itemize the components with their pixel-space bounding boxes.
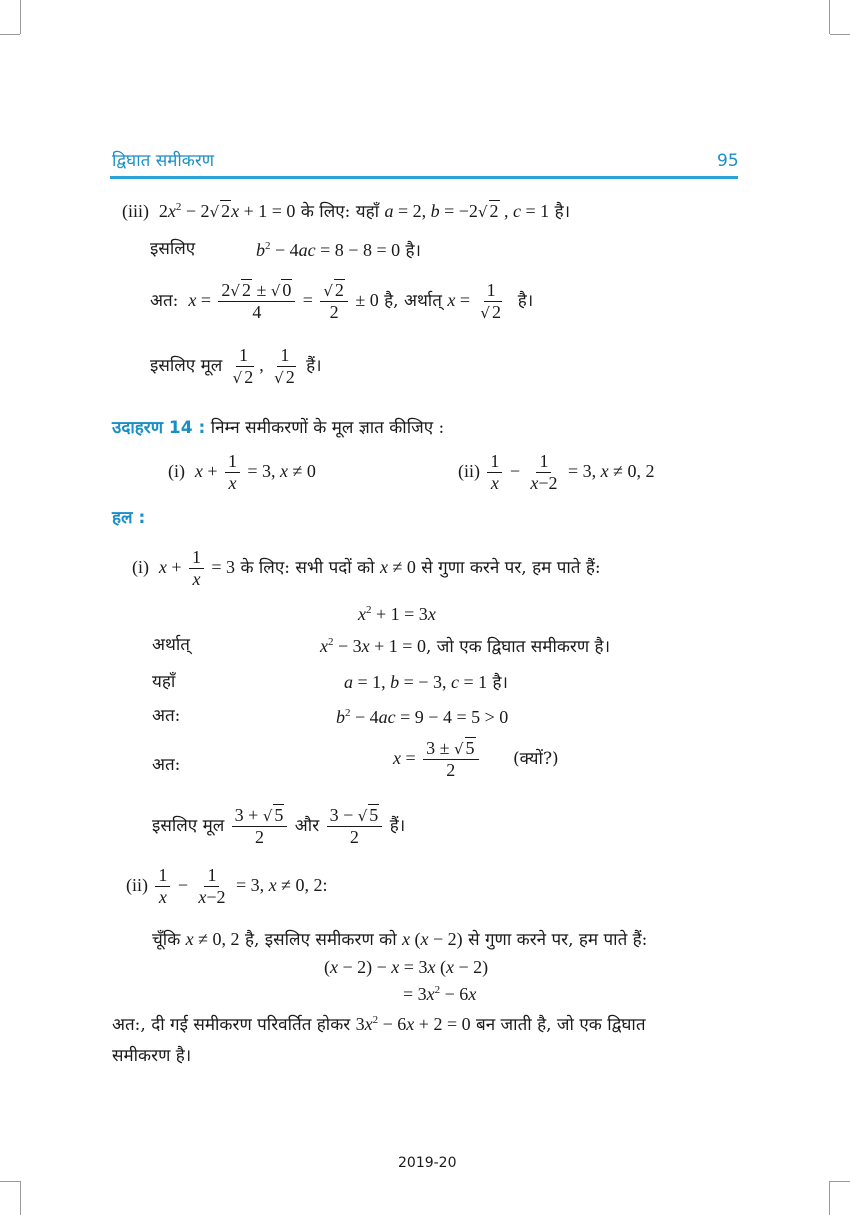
discriminant-line: $b^2 - 4ac = 9 - 4 = 5 > 0$ xyxy=(336,707,509,727)
page-number: 95 xyxy=(717,151,739,171)
crop-mark xyxy=(830,1181,850,1182)
example-q1: (i) x + $\frac{1}{x}$ = 3, x ≠ 0 xyxy=(168,451,316,493)
part3-solution-line: अत: x = $\frac{2√ 2 \pm √ 0}{4}$ = $\frac{√ 2}{2}$ ± 0 है, अर्थात् x = $\frac{1}{√ 2}$ है। xyxy=(150,280,534,322)
example-q2: (ii) $\frac{1}{x}$ − $\frac{1}{x-2}$ = 3, x ≠ 0, 2 xyxy=(458,451,655,493)
ata-label-2: अत: xyxy=(152,755,181,775)
coefficients-line: a = 1, b = − 3, c = 1 है। xyxy=(344,672,509,693)
part2-equation-1: (x − 2) − x = 3x (x − 2) xyxy=(324,957,489,977)
part3-mid-text: है, अर्थात् xyxy=(384,290,442,311)
solution-part2-line: (ii) $\frac{1}{x}$ − $\frac{1}{x-2}$ = 3, x ≠ 0, 2: xyxy=(126,865,328,907)
crop-mark xyxy=(20,0,21,34)
crop-mark xyxy=(20,1181,21,1215)
quadratic-line: $x^2 - 3x + 1 = 0$, जो एक द्विघात समीकरण है। xyxy=(320,636,611,657)
chapter-title: द्विघात समीकरण xyxy=(112,151,215,171)
part3-label: (iii) xyxy=(122,201,149,221)
conclusion-line-2: समीकरण है। xyxy=(112,1046,192,1066)
part3-end-text: है। xyxy=(517,290,534,311)
example-instruction: निम्न समीकरणों के मूल ज्ञात कीजिए : xyxy=(210,418,445,438)
root-formula-line: x = $\frac{3 \pm √ 5}{2}$ (क्यों?) xyxy=(393,738,559,780)
arthat-label: अर्थात् xyxy=(152,635,190,655)
part2-multiply-line: चूँकि x ≠ 0, 2 है, इसलिए समीकरण को x (x − 2) से गुणा करने पर, हम पाते हैं: xyxy=(152,929,648,950)
why-note: (क्यों?) xyxy=(512,748,559,769)
yahan-label: यहाँ xyxy=(152,672,176,692)
solution-roots-line: इसलिए मूल $\frac{3 + √ 5}{2}$ और $\frac{3 - √ 5}{2}$ हैं। xyxy=(152,805,406,847)
crop-mark xyxy=(0,1181,20,1182)
header-rule xyxy=(110,176,738,179)
part2-equation-2: = $3x^2 - 6x$ xyxy=(403,984,477,1004)
part3-therefore: इसलिए xyxy=(150,239,196,259)
part3-equation-line: (iii) $2x^2 - 2√$ 2x + 1 = 0 के लिए: यहाँ a = 2, b = −2√ 2 , c = 1 है। xyxy=(122,201,571,222)
part3-text-is: है। xyxy=(554,202,571,222)
solution-part1-line: (i) x + $\frac{1}{x}$ = 3 के लिए: सभी पदों को x ≠ 0 से गुणा करने पर, हम पाते हैं: xyxy=(132,547,601,589)
conclusion-line-1: अत:, दी गई समीकरण परिवर्तित होकर $3x^2 - 6x + 2 = 0$ बन जाती है, जो एक द्विघात xyxy=(112,1014,646,1035)
example-label: उदाहरण 14 : xyxy=(112,418,206,438)
part3-text-for: के लिए: यहाँ xyxy=(300,202,380,222)
part3-discriminant: $b^2 - 4ac = 8 - 8 = 0$ है। xyxy=(256,240,422,261)
footer-year: 2019-20 xyxy=(398,1155,457,1171)
solution-label: हल : xyxy=(112,508,146,528)
crop-mark xyxy=(830,34,850,35)
ata-label-1: अत: xyxy=(152,706,181,726)
equation-x2-plus-1: $x^2 + 1 = 3x$ xyxy=(358,604,436,624)
crop-mark xyxy=(0,34,20,35)
part3-roots-line: इसलिए मूल $\frac{1}{√ 2}$ , $\frac{1}{√ 2}$ हैं। xyxy=(150,345,322,387)
crop-mark xyxy=(829,1181,830,1215)
part3-hence: अत: xyxy=(150,290,179,311)
crop-mark xyxy=(829,0,830,34)
example-14-heading xyxy=(112,419,444,438)
